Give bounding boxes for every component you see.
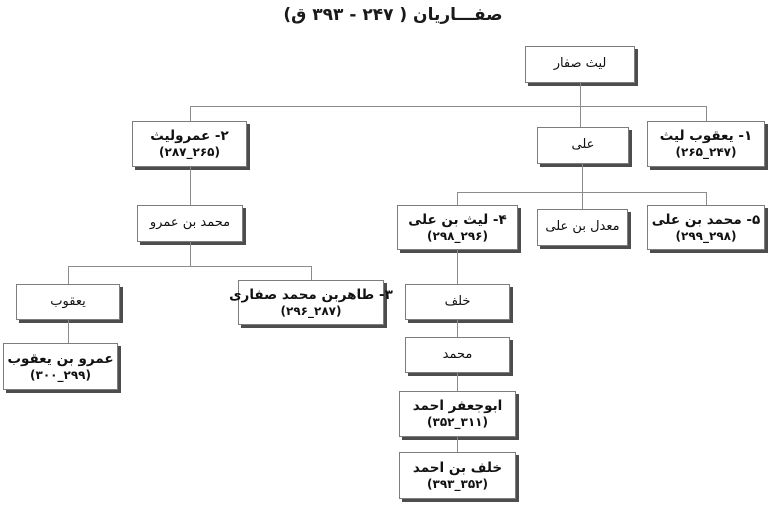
connector-line <box>457 437 458 452</box>
tree-node-mohammad-bin-ali <box>647 205 765 250</box>
node-dates: (۲۸۷_۲۹۶) <box>280 303 342 318</box>
connector-line <box>190 242 191 266</box>
connector-line <box>457 250 458 284</box>
connector-line <box>190 106 707 107</box>
tree-node-yaqub-laith <box>647 121 765 167</box>
node-name: عمرو بن یعقوب <box>7 350 114 367</box>
connector-line <box>457 192 707 193</box>
connector-line <box>68 266 312 267</box>
tree-node-amr-laith <box>132 121 247 167</box>
tree-node-ali <box>537 127 629 164</box>
node-dates: (۳۱۱_۳۵۲) <box>427 415 488 430</box>
node-name: ۵- محمد بن علی <box>651 211 761 228</box>
node-name: ۴- لیث بن علی <box>408 211 507 228</box>
tree-node-mohammad-bin-amr <box>137 205 243 242</box>
node-name: معدل بن علی <box>545 219 620 235</box>
connector-line <box>68 266 69 284</box>
connector-line <box>582 164 583 209</box>
tree-node-khalaf-bin-ahmad <box>399 452 516 499</box>
node-dates: (۲۹۸_۲۹۹) <box>675 228 737 243</box>
node-name: محمد بن عمرو <box>149 215 231 231</box>
tree-node-yaqub <box>16 284 120 320</box>
connector-line <box>457 320 458 337</box>
connector-line <box>311 266 312 280</box>
tree-node-laith-saffar <box>525 46 635 83</box>
node-name: ابوجعفر احمد <box>412 398 503 415</box>
tree-node-abu-jafar-ahmad <box>399 391 516 437</box>
node-name: خلف بن احمد <box>412 459 503 476</box>
connector-line <box>68 320 69 343</box>
connector-line <box>706 192 707 205</box>
tree-node-mohammad <box>405 337 510 373</box>
connector-line <box>457 373 458 391</box>
node-name: ۳- طاهربن محمد صفاری <box>229 286 393 303</box>
node-name: محمد <box>442 346 473 362</box>
node-dates: (۲۹۹_۳۰۰) <box>30 367 91 382</box>
connector-line <box>706 106 707 121</box>
node-name: ۲- عمرولیث <box>150 128 229 145</box>
connector-line <box>580 83 581 106</box>
node-name: خلف <box>444 293 471 309</box>
node-name: یعقوب <box>50 293 86 309</box>
tree-node-laith-bin-ali <box>397 205 518 250</box>
node-name: لیث صفار <box>553 56 607 72</box>
tree-node-moaddal-bin-ali <box>537 209 628 246</box>
node-dates: (۲۴۷_۲۶۵) <box>675 145 737 160</box>
connector-line <box>190 106 191 121</box>
node-name: ۱- یعقوب لیث <box>659 128 753 145</box>
node-dates: (۳۵۲_۳۹۳) <box>427 476 488 491</box>
diagram-title: صفـــاریان ( ۲۴۷ - ۳۹۳ ق) <box>283 5 503 25</box>
node-dates: (۲۹۶_۲۹۸) <box>427 228 488 243</box>
tree-node-amr-bin-yaqub <box>3 343 118 390</box>
tree-node-taher <box>229 280 393 325</box>
node-dates: (۲۶۵_۲۸۷) <box>159 145 220 160</box>
connector-line <box>580 106 581 127</box>
tree-node-khalaf <box>405 284 510 320</box>
connector-line <box>190 167 191 205</box>
connector-line <box>457 192 458 205</box>
node-name: علی <box>571 137 595 153</box>
